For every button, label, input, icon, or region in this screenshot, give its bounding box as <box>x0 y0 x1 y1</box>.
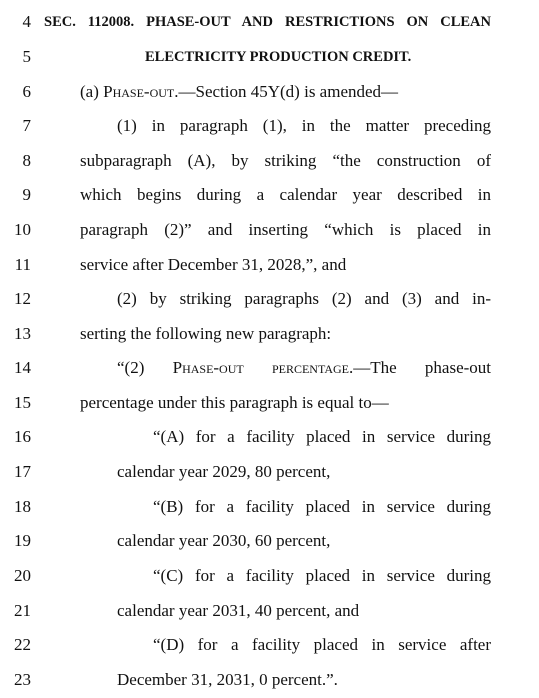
line-number: 15 <box>14 393 31 412</box>
line-number: 7 <box>22 116 31 135</box>
section-heading: SEC. 112008. PHASE-OUT AND RESTRICTIONS ON CLEAN <box>44 14 491 30</box>
document-line <box>0 112 539 140</box>
document-line <box>0 8 539 36</box>
line-number: 23 <box>14 670 31 689</box>
document-line <box>0 285 539 313</box>
line-number: 22 <box>14 635 31 654</box>
document-line <box>0 43 539 71</box>
subparagraph-text: calendar year 2031, 40 percent, and <box>117 601 360 620</box>
line-number: 17 <box>14 462 31 481</box>
document-line <box>0 181 539 209</box>
document-line <box>0 458 539 486</box>
subparagraph-text: “(D) for a facility placed in service after <box>153 635 491 654</box>
paragraph-body: .—The phase-out <box>349 358 491 377</box>
document-line <box>0 597 539 625</box>
line-number: 9 <box>22 185 31 204</box>
paragraph-text: subparagraph (A), by striking “the construction of <box>80 151 491 170</box>
paragraph-text: which begins during a calendar year described in <box>80 185 491 204</box>
line-number: 21 <box>14 601 31 620</box>
paragraph-text: percentage under this paragraph is equal to— <box>80 393 389 412</box>
subparagraph-text: “(A) for a facility placed in service during <box>153 427 491 446</box>
document-line <box>0 527 539 555</box>
line-number: 8 <box>22 151 31 170</box>
subsection-body: .—Section 45Y(d) is amended— <box>174 82 399 101</box>
line-number: 11 <box>14 255 31 274</box>
subsection-label: (a) <box>80 82 104 101</box>
paragraph-heading: Phase-out percentage <box>172 358 349 377</box>
line-number: 5 <box>22 47 31 66</box>
paragraph-label: “(2) <box>117 358 173 377</box>
paragraph-text: serting the following new paragraph: <box>80 324 332 343</box>
document-line <box>0 631 539 659</box>
section-heading-continued: ELECTRICITY PRODUCTION CREDIT. <box>145 49 412 65</box>
paragraph-text: (1) in paragraph (1), in the matter preceding <box>117 116 491 135</box>
line-number: 6 <box>22 82 31 101</box>
subsection-heading: Phase-out <box>103 82 175 101</box>
line-number: 14 <box>14 358 31 377</box>
line-number: 4 <box>22 12 31 31</box>
document-line <box>0 493 539 521</box>
subparagraph-text: “(C) for a facility placed in service during <box>153 566 491 585</box>
paragraph-text: service after December 31, 2028,”, and <box>80 255 347 274</box>
subparagraph-text: December 31, 2031, 0 percent.”. <box>117 670 338 689</box>
line-number: 16 <box>14 427 31 446</box>
document-line <box>0 389 539 417</box>
line-number: 10 <box>14 220 31 239</box>
document-line <box>0 78 539 106</box>
document-line <box>0 666 539 694</box>
line-number: 13 <box>14 324 31 343</box>
document-line <box>0 251 539 279</box>
document-line <box>0 147 539 175</box>
line-number: 12 <box>14 289 31 308</box>
document-line <box>0 216 539 244</box>
line-number: 19 <box>14 531 31 550</box>
subsection-text <box>80 78 398 106</box>
document-line <box>0 320 539 348</box>
paragraph-text: paragraph (2)” and inserting “which is placed in <box>80 220 491 239</box>
document-line <box>0 423 539 451</box>
document-line <box>0 562 539 590</box>
paragraph-text <box>117 354 491 382</box>
document-line <box>0 354 539 382</box>
line-number: 18 <box>14 497 31 516</box>
line-number: 20 <box>14 566 31 585</box>
paragraph-text: (2) by striking paragraphs (2) and (3) and in- <box>117 289 491 308</box>
subparagraph-text: calendar year 2030, 60 percent, <box>117 531 331 550</box>
subparagraph-text: calendar year 2029, 80 percent, <box>117 462 331 481</box>
subparagraph-text: “(B) for a facility placed in service during <box>153 497 491 516</box>
